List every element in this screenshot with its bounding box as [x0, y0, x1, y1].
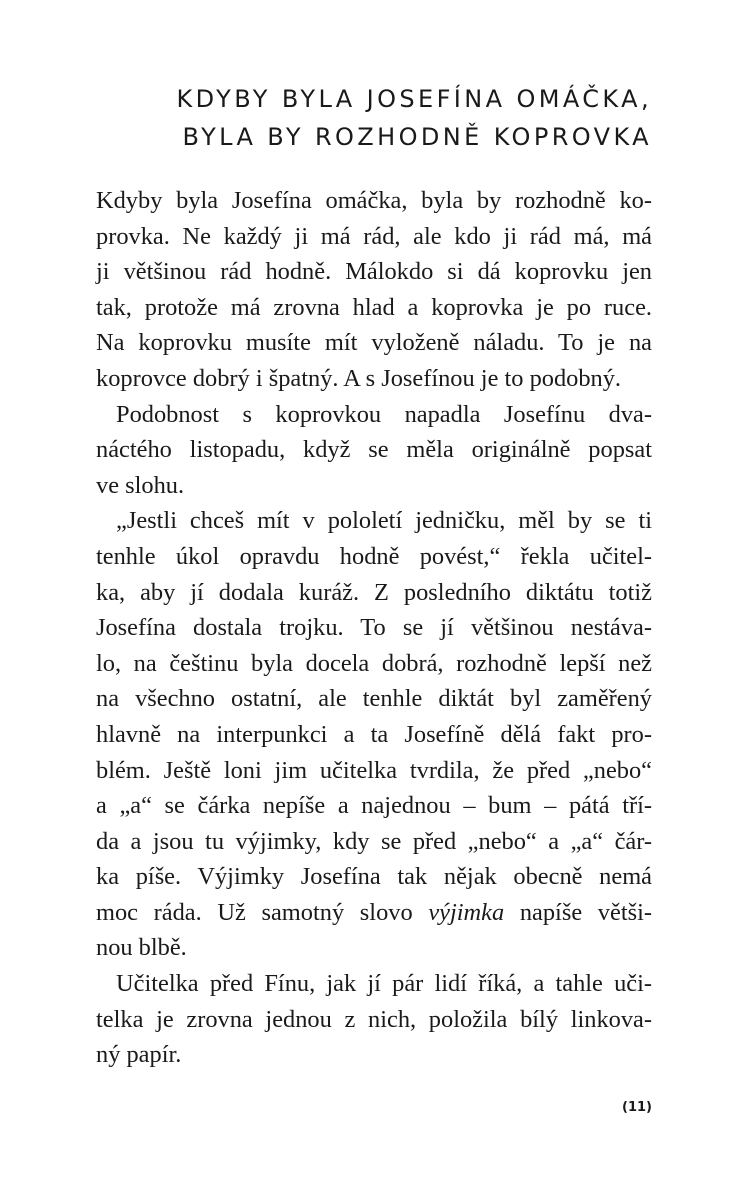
text-line: Podobnost s koprovkou napadla Josefínu dva-	[116, 400, 652, 428]
text-line: ka píše. Výjimky Josefína tak nějak obecně nemá	[96, 863, 652, 891]
text-line: ka, aby jí dodala kuráž. Z posledního diktátu totiž	[96, 578, 652, 606]
chapter-heading	[92, 80, 652, 156]
text-line: lo, na češtinu byla docela dobrá, rozhodně lepší než	[96, 649, 652, 677]
text-line: nou blbě.	[96, 934, 187, 962]
paragraph	[96, 503, 652, 966]
text-line: náctého listopadu, když se měla originálně popsat	[96, 436, 652, 464]
text-line: koprovce dobrý i špatný. A s Josefínou je to podobný.	[96, 364, 622, 392]
chapter-body-text	[96, 183, 652, 1073]
text-line: na všechno ostatní, ale tenhle diktát byl zaměřený	[96, 685, 652, 713]
text-segment: napíše větši-	[504, 898, 652, 926]
page-number: (11)	[622, 1100, 652, 1115]
text-line: ve slohu.	[96, 471, 185, 499]
text-line: provka. Ne každý ji má rád, ale kdo ji rád má, má	[96, 222, 652, 250]
text-line: Na koprovku musíte mít vyloženě náladu. To je na	[96, 329, 652, 357]
paragraph	[96, 183, 652, 397]
text-line: blém. Ještě loni jim učitelka tvrdila, že před „nebo“	[96, 756, 652, 784]
text-line: „Jestli chceš mít v pololetí jedničku, měl by se ti	[116, 507, 652, 535]
text-line: Josefína dostala trojku. To se jí většinou nestáva-	[96, 614, 652, 642]
text-line: ji většinou rád hodně. Málokdo si dá koprovku jen	[96, 258, 652, 286]
text-line: tak, protože má zrovna hlad a koprovka je po ruce.	[96, 293, 652, 321]
italic-word: výjimka	[428, 898, 505, 926]
text-line: a „a“ se čárka nepíše a najednou – bum – pátá tří-	[96, 792, 652, 820]
text-line: ný papír.	[96, 1041, 182, 1069]
paragraph	[96, 966, 652, 1073]
paragraph	[96, 397, 652, 504]
text-segment: moc ráda. Už samotný slovo	[96, 898, 429, 926]
text-line: Kdyby byla Josefína omáčka, byla by rozhodně ko-	[96, 187, 652, 214]
text-line: da a jsou tu výjimky, kdy se před „nebo“ a „a“ čár-	[96, 827, 652, 855]
text-line: hlavně na interpunkci a ta Josefíně dělá fakt pro-	[96, 720, 652, 748]
text-line: Učitelka před Fínu, jak jí pár lidí říká, a tahle uči-	[116, 970, 652, 998]
chapter-heading-line-2: BYLA BY ROZHODNĚ KOPROVKA	[182, 123, 652, 151]
chapter-heading-line-1: KDYBY BYLA JOSEFÍNA OMÁČKA,	[176, 85, 652, 113]
text-line	[96, 895, 652, 931]
text-line: telka je zrovna jednou z nich, položila bílý linkova-	[96, 1005, 652, 1033]
text-line: tenhle úkol opravdu hodně povést,“ řekla učitel-	[96, 542, 652, 570]
